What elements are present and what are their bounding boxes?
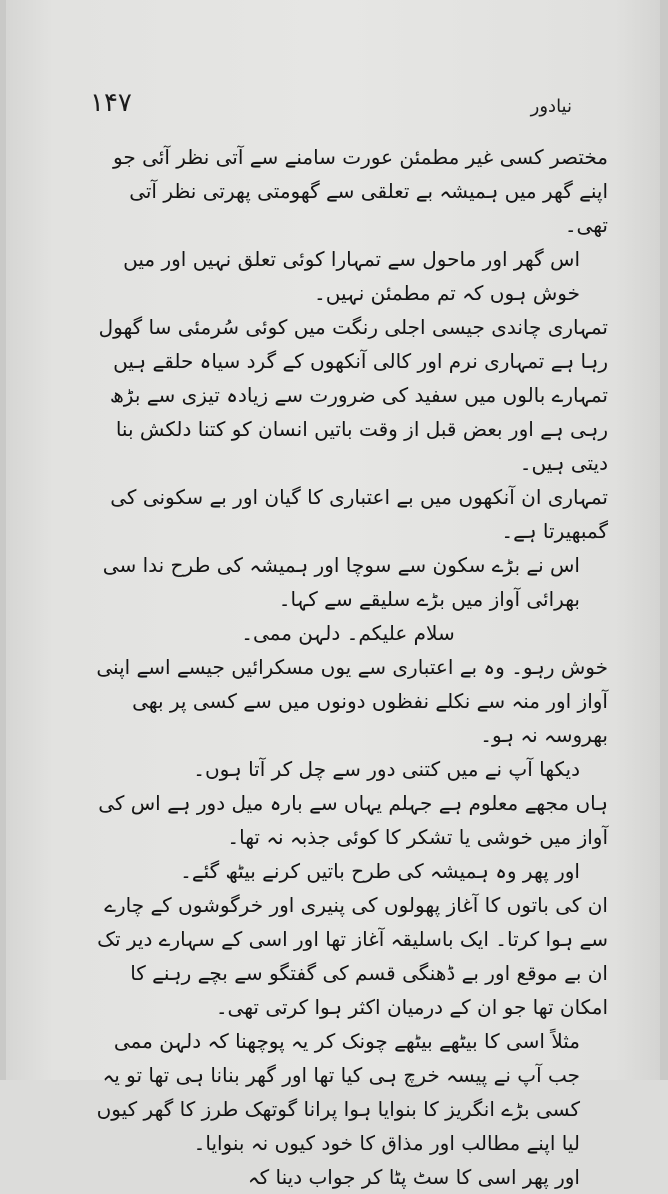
paragraph: دیکھا آپ نے میں کتنی دور سے چل کر آتا ہوں۔ bbox=[193, 757, 580, 781]
running-title: نیادور bbox=[530, 96, 572, 117]
left-page-edge bbox=[0, 0, 6, 1080]
paragraph: خوش رہو۔ وہ بے اعتباری سے یوں مسکرائیں جیسے اسے اپنی آواز اور منہ سے نکلے نفظوں دونوں میں سے کسی پر بھی بھروسہ نہ ہو۔ bbox=[96, 655, 608, 747]
paragraph: ان کی باتوں کا آغاز پھولوں کی پنیری اور خرگوشوں کے چارے سے ہوا کرتا۔ ایک باسلیقہ آغاز تھا اور اسی کے سہارے دیر تک ان بے موقع اور بے ڈھنگی قسم کی گفتگو سے بچے رہنے کا امکان تھا جو ان کے درمیان اکثر ہوا کرتی تھی۔ bbox=[97, 893, 608, 1019]
right-page-edge bbox=[660, 0, 668, 1080]
paragraph: اور پھر اسی کا سٹ پٹا کر جواب دینا کہ bbox=[247, 1165, 580, 1189]
paragraph: مختصر کسی غیر مطمئن عورت سامنے سے آتی نظر آئی جو اپنے گھر میں ہمیشہ بے تعلقی سے گھومتی پھرتی نظر آتی تھی۔ bbox=[113, 145, 608, 237]
page-number: ۱۴۷ bbox=[90, 88, 132, 118]
page-header bbox=[90, 88, 572, 128]
paragraph: اس نے بڑے سکون سے سوچا اور ہمیشہ کی طرح ندا سی بھرائی آواز میں بڑے سلیقے سے کہا۔ bbox=[102, 553, 580, 611]
paragraph: تمہاری ان آنکھوں میں بے اعتباری کا گیان اور بے سکونی کی گمبھیرتا ہے۔ bbox=[110, 485, 608, 543]
paragraph: ہاں مجھے معلوم ہے جہلم یہاں سے بارہ میل دور ہے اس کی آواز میں خوشی یا تشکر کا کوئی جذبہ نہ تھا۔ bbox=[98, 791, 608, 849]
article-body bbox=[88, 140, 608, 1194]
paragraph: اس گھر اور ماحول سے تمہارا کوئی تعلق نہیں اور میں خوش ہوں کہ تم مطمئن نہیں۔ bbox=[123, 247, 580, 305]
paragraph: مثلاً اسی کا بیٹھے بیٹھے چونک کر یہ پوچھنا کہ دلہن ممی جب آپ نے پیسہ خرچ ہی کیا تھا اور گھر بنانا ہی تھا تو یہ کسی بڑے انگریز کا بنوایا ہوا پرانا گوتھک طرز کا گھر کیوں لیا اپنے مطالب اور مذاق کا خود کیوں نہ بنوایا۔ bbox=[96, 1029, 580, 1155]
paragraph: اور پھر وہ ہمیشہ کی طرح باتیں کرنے بیٹھ گئے۔ bbox=[180, 859, 580, 883]
paragraph: تمہاری چاندی جیسی اجلی رنگت میں کوئی سُرمئی سا گھول رہا ہے تمہاری نرم اور کالی آنکھوں کے گرد سیاہ حلقے ہیں تمہارے بالوں میں سفید کی ضرورت سے زیادہ تیزی سے بڑھ رہی ہے اور بعض قبل از وقت باتیں انسان کو کتنا دلکش بنا دیتی ہیں۔ bbox=[98, 315, 608, 475]
paragraph: سلام علیکم۔ دلہن ممی۔ bbox=[241, 621, 455, 645]
